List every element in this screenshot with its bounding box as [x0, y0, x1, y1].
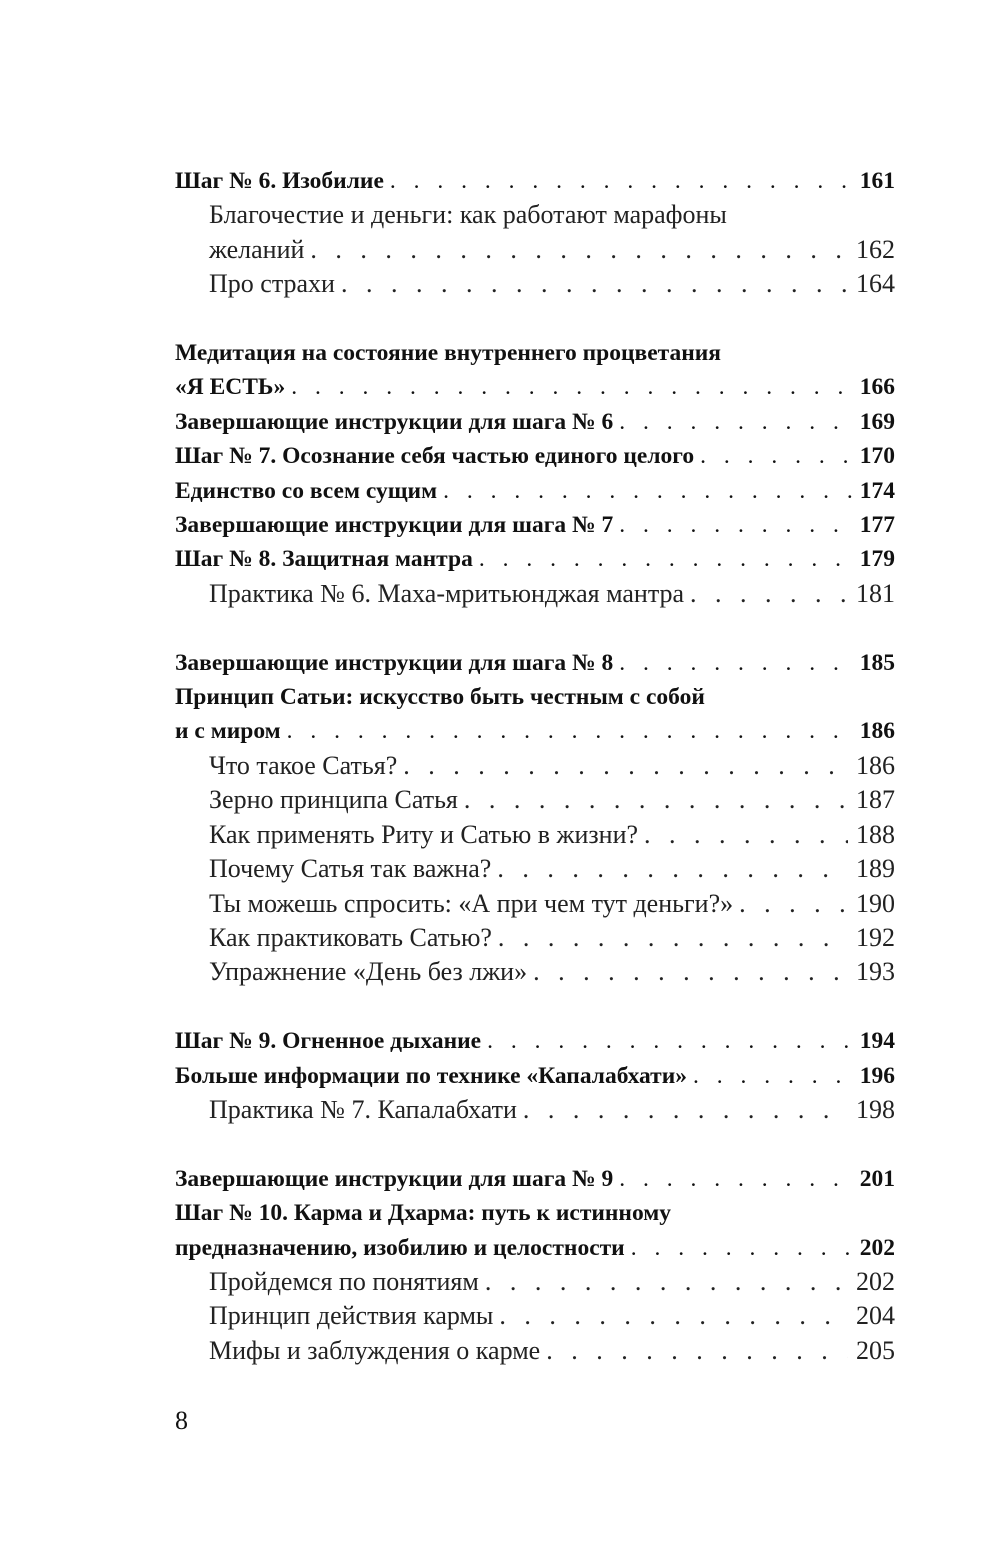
dot-leader: [287, 714, 852, 748]
toc-entry-chapter[interactable]: [175, 680, 895, 749]
toc-entry-chapter[interactable]: [175, 508, 895, 542]
toc-entry-leader-line: [175, 508, 895, 542]
toc-entry-section[interactable]: [175, 852, 895, 886]
toc-entry-chapter[interactable]: [175, 1024, 895, 1058]
toc-entry-leader-line: [209, 783, 895, 817]
toc-entry-section[interactable]: [175, 267, 895, 301]
toc-entry-title: Практика № 6. Маха-мритьюнджая мантра: [209, 578, 685, 608]
toc-entry-section[interactable]: [175, 1334, 895, 1368]
section-gap: [175, 302, 895, 336]
toc-entry-page-number: 188: [856, 819, 895, 849]
dot-leader: [739, 887, 848, 921]
toc-entry-leader-line: [209, 818, 895, 852]
toc-entry-chapter[interactable]: [175, 646, 895, 680]
toc-entry-title: Шаг № 9. Огненное дыхание: [175, 1028, 482, 1055]
toc-entry-page-number: 202: [856, 1266, 895, 1296]
toc-entry-leader-line: [175, 370, 895, 404]
dot-leader: [310, 233, 848, 267]
dot-leader: [619, 646, 852, 680]
toc-entry-section[interactable]: [175, 783, 895, 817]
toc-entry-title-line: Шаг № 10. Карма и Дхарма: путь к истинному: [175, 1200, 672, 1227]
toc-entry-title: Больше информации по технике «Капалабхати»: [175, 1062, 688, 1089]
dot-leader: [644, 818, 848, 852]
toc-entry-title: Как практиковать Сатью?: [209, 922, 492, 952]
toc-entry-title: Как применять Риту и Сатью в жизни?: [209, 819, 639, 849]
toc-entry-title: Завершающие инструкции для шага № 6: [175, 408, 614, 435]
toc-entry-leader-line: [175, 714, 895, 748]
toc-entry-page-number: 162: [856, 234, 895, 264]
toc-entry-page-number: 204: [856, 1301, 895, 1331]
toc-entry-leader-line: [209, 749, 895, 783]
toc-entry-chapter[interactable]: [175, 336, 895, 405]
toc-entry-leader-line: [209, 1265, 895, 1299]
dot-leader: [403, 749, 848, 783]
section-gap: [175, 1127, 895, 1161]
toc-entry-leader-line: [175, 405, 895, 439]
toc-entry-page-number: 161: [859, 168, 895, 194]
toc-entry-leader-line: [175, 474, 895, 508]
dot-leader: [619, 405, 852, 439]
toc-entry-title: Единство со всем сущим: [175, 477, 438, 504]
toc-entry-page-number: 169: [859, 408, 895, 435]
toc-entry-page-number: 198: [856, 1094, 895, 1124]
toc-entry-title: «Я ЕСТЬ»: [175, 374, 286, 401]
toc-entry-page-number: 177: [859, 512, 895, 539]
dot-leader: [631, 1231, 852, 1265]
toc-entry-leader-line: [175, 646, 895, 680]
dot-leader: [479, 542, 852, 576]
toc-entry-section[interactable]: [175, 955, 895, 989]
toc-entry-leader-line: [209, 1299, 895, 1333]
toc-entry-title: Шаг № 8. Защитная мантра: [175, 546, 473, 573]
toc-entry-section[interactable]: [175, 198, 895, 267]
toc-entry-section[interactable]: [175, 1299, 895, 1333]
toc-entry-section[interactable]: [175, 577, 895, 611]
toc-entry-title-line: Принцип Сатьи: искусство быть честным с собой: [175, 684, 705, 711]
toc-entry-leader-line: [175, 1059, 895, 1093]
toc-entry-page-number: 185: [859, 649, 895, 676]
toc-entry-title: Про страхи: [209, 269, 335, 299]
toc-entry-chapter[interactable]: [175, 439, 895, 473]
toc-entry-leader-line: [209, 233, 895, 267]
toc-entry-section[interactable]: [175, 1093, 895, 1127]
toc-entry-page-number: 181: [856, 578, 895, 608]
toc-entry-page-number: 179: [859, 546, 895, 573]
toc-entry-section[interactable]: [175, 818, 895, 852]
toc-entry-title: Что такое Сатья?: [209, 750, 398, 780]
page-number: 8: [175, 1406, 188, 1435]
toc-entry-page-number: 193: [856, 957, 895, 987]
toc-entry-page-number: 189: [856, 854, 895, 884]
dot-leader: [390, 164, 852, 198]
toc-entry-title: желаний: [209, 234, 305, 264]
toc-entry-title: Ты можешь спросить: «А при чем тут деньги?»: [209, 888, 734, 918]
toc-entry-title: предназначению, изобилию и целостности: [175, 1234, 625, 1261]
toc-entry-page-number: 202: [859, 1234, 895, 1261]
toc-entry-title: Шаг № 7. Осознание себя частью единого целого: [175, 443, 695, 470]
dot-leader: [546, 1334, 848, 1368]
toc-entry-page-number: 201: [859, 1165, 895, 1192]
toc-entry-page-number: 196: [859, 1062, 895, 1089]
toc-entry-title-line: Медитация на состояние внутреннего процветания: [175, 340, 722, 367]
toc-entry-chapter[interactable]: [175, 164, 895, 198]
toc-entry-page-number: 186: [859, 718, 895, 745]
toc-entry-section[interactable]: [175, 1265, 895, 1299]
toc-entry-page-number: 186: [856, 750, 895, 780]
section-gap: [175, 990, 895, 1024]
toc-entry-title: и с миром: [175, 718, 281, 745]
toc-entry-leader-line: [209, 852, 895, 886]
toc-entry-chapter[interactable]: [175, 405, 895, 439]
toc-entry-leader-line: [209, 921, 895, 955]
dot-leader: [693, 1059, 852, 1093]
toc-entry-title: Завершающие инструкции для шага № 9: [175, 1165, 614, 1192]
toc-entry-leader-line: [175, 1024, 895, 1058]
toc-entry-page-number: 174: [859, 477, 895, 504]
dot-leader: [464, 783, 848, 817]
toc-entry-leader-line: [175, 542, 895, 576]
dot-leader: [690, 577, 848, 611]
dot-leader: [499, 1299, 848, 1333]
toc-entry-leader-line: [175, 164, 895, 198]
toc-entry-leader-line: [209, 577, 895, 611]
toc-entry-chapter[interactable]: [175, 1059, 895, 1093]
toc-entry-leader-line: [175, 1231, 895, 1265]
section-gap: [175, 611, 895, 645]
toc-entry-title: Практика № 7. Капалабхати: [209, 1094, 517, 1124]
toc-entry-title: Упражнение «День без лжи»: [209, 957, 528, 987]
toc-entry-leader-line: [209, 1093, 895, 1127]
toc-entry-chapter[interactable]: [175, 542, 895, 576]
toc-entry-title: Зерно принципа Сатья: [209, 785, 458, 815]
dot-leader: [619, 1162, 852, 1196]
dot-leader: [533, 955, 848, 989]
toc-entry-leader-line: [209, 1334, 895, 1368]
toc-entry-title: Пройдемся по понятиям: [209, 1266, 479, 1296]
dot-leader: [498, 921, 848, 955]
toc-entry-leader-line: [175, 1162, 895, 1196]
toc-entry-title: Завершающие инструкции для шага № 8: [175, 649, 614, 676]
dot-leader: [497, 852, 848, 886]
toc-entry-chapter[interactable]: [175, 1196, 895, 1265]
toc-entry-leader-line: [209, 887, 895, 921]
toc-entry-chapter[interactable]: [175, 1162, 895, 1196]
toc-entry-title: Мифы и заблуждения о карме: [209, 1335, 541, 1365]
toc-entry-title: Принцип действия кармы: [209, 1301, 494, 1331]
toc-entry-leader-line: [209, 267, 895, 301]
dot-leader: [443, 474, 852, 508]
toc-entry-chapter[interactable]: [175, 474, 895, 508]
toc-entry-page-number: 187: [856, 785, 895, 815]
toc-entry-section[interactable]: [175, 921, 895, 955]
dot-leader: [291, 370, 852, 404]
toc-entry-section[interactable]: [175, 887, 895, 921]
toc-entry-title-line: Благочестие и деньги: как работают марафоны: [209, 200, 727, 230]
toc-entry-page-number: 192: [856, 922, 895, 952]
toc-entry-page-number: 205: [856, 1335, 895, 1365]
toc-entry-leader-line: [209, 955, 895, 989]
dot-leader: [523, 1093, 848, 1127]
toc-entry-title: Завершающие инструкции для шага № 7: [175, 512, 614, 539]
toc-entry-page-number: 194: [859, 1028, 895, 1055]
toc-entry-title: Шаг № 6. Изобилие: [175, 168, 384, 194]
toc-entry-section[interactable]: [175, 749, 895, 783]
toc-entry-leader-line: [175, 439, 895, 473]
dot-leader: [487, 1024, 852, 1058]
toc-entry-title: Почему Сатья так важна?: [209, 854, 492, 884]
toc-entry-page-number: 170: [859, 443, 895, 470]
toc-entry-page-number: 166: [859, 374, 895, 401]
toc-entry-page-number: 190: [856, 888, 895, 918]
dot-leader: [700, 439, 852, 473]
toc-entry-page-number: 164: [856, 269, 895, 299]
table-of-contents: [175, 164, 895, 1368]
dot-leader: [619, 508, 852, 542]
dot-leader: [485, 1265, 848, 1299]
dot-leader: [341, 267, 848, 301]
